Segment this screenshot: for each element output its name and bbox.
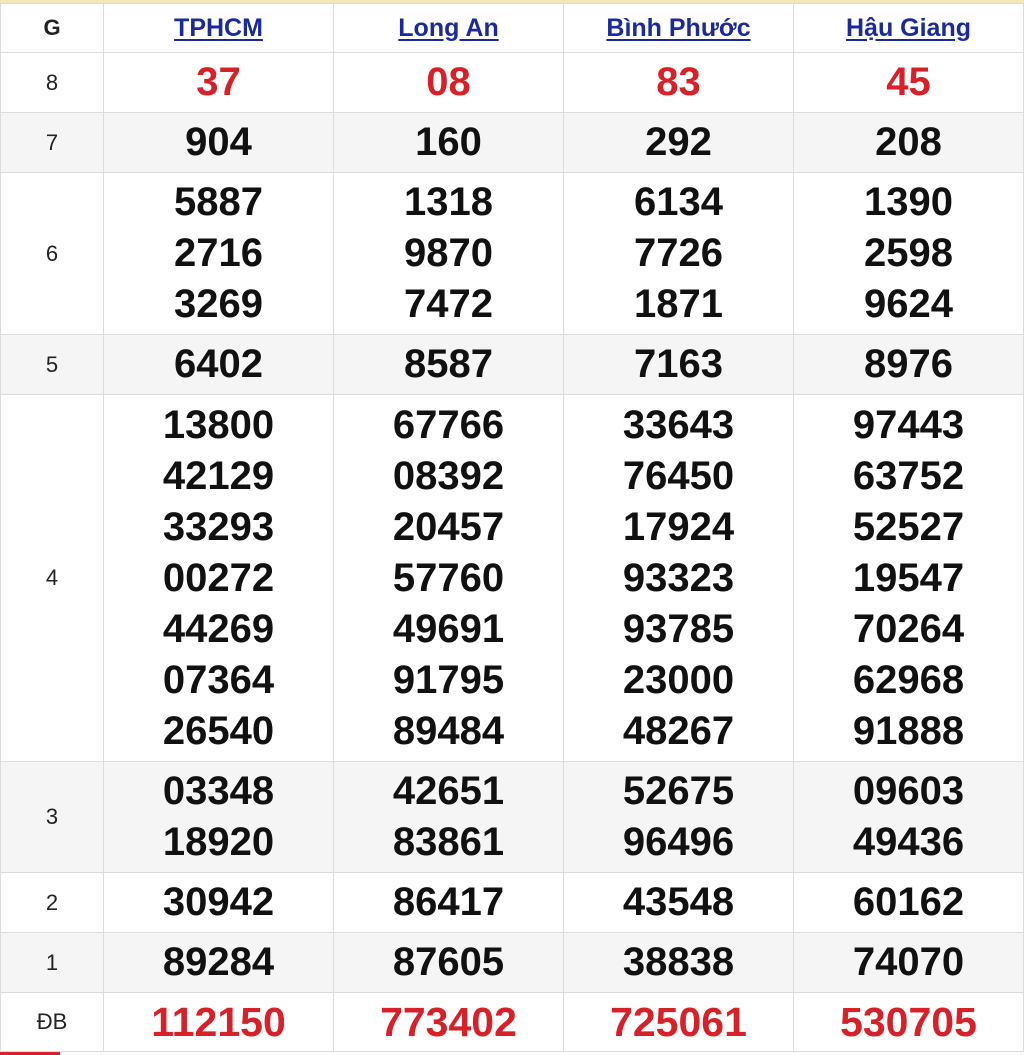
prize-cell [794,53,1024,113]
prize-cell [104,873,334,933]
prize-number: 67766 [392,402,505,447]
prize-cell [794,993,1024,1052]
prize-number: 08392 [392,453,505,498]
prize-number: 52527 [852,504,965,549]
province-header-hau-giang [794,4,1024,53]
prize-cell [334,53,564,113]
prize-number: 9624 [864,282,953,326]
province-link-tphcm[interactable]: TPHCM [174,13,263,42]
prize-cell [104,993,334,1052]
province-link-binh-phuoc[interactable]: Bình Phước [606,13,751,42]
prize-number: 97443 [852,402,965,447]
prize-number: 1871 [634,282,723,326]
prize-cell [564,873,794,933]
prize-row-g4 [1,395,1024,762]
prize-cell [334,113,564,173]
province-link-hau-giang[interactable]: Hậu Giang [845,13,971,42]
province-header-tphcm [104,4,334,53]
prize-label: 7 [1,113,104,173]
prize-label: 1 [1,933,104,993]
prize-number: 6134 [634,180,723,224]
prize-row-special [1,993,1024,1052]
prize-cell [564,53,794,113]
prize-number: 91888 [852,708,965,753]
lottery-results-table [0,3,1024,1052]
prize-number: 70264 [852,606,965,651]
prize-cell [104,395,334,762]
prize-cell [334,873,564,933]
prize-label: 4 [1,395,104,762]
prize-number: 89284 [162,940,275,984]
prize-number: 96496 [622,820,735,864]
prize-number: 83861 [392,820,505,864]
special-prize-number: 773402 [380,998,517,1045]
prize-number: 44269 [162,606,275,651]
prize-number: 17924 [622,504,735,549]
prize-number: 23000 [622,657,735,702]
prize-cell [564,993,794,1052]
prize-number: 8976 [864,342,953,386]
prize-row-g1 [1,933,1024,993]
prize-number: 38838 [622,940,735,984]
prize-cell [334,395,564,762]
prize-number: 18920 [162,820,275,864]
prize-cell [794,933,1024,993]
prize-cell [564,113,794,173]
prize-cell [334,933,564,993]
prize-number: 7726 [634,231,723,275]
prize-row-g7 [1,113,1024,173]
prize-cell [104,113,334,173]
prize-number: 57760 [392,555,505,600]
prize-cell [104,53,334,113]
prize-column-header: G [1,4,104,53]
prize-number: 89484 [392,708,505,753]
header-row [1,4,1024,53]
special-prize-number: 530705 [840,998,977,1045]
prize-number: 62968 [852,657,965,702]
prize-number: 37 [196,60,241,104]
prize-number: 160 [415,120,482,164]
prize-cell [564,335,794,395]
prize-row-g8 [1,53,1024,113]
prize-number: 904 [185,120,252,164]
prize-number: 13800 [162,402,275,447]
prize-number: 74070 [852,940,965,984]
prize-number: 49436 [852,820,965,864]
prize-label: 5 [1,335,104,395]
prize-number: 07364 [162,657,275,702]
prize-number: 49691 [392,606,505,651]
prize-number: 76450 [622,453,735,498]
prize-row-g2 [1,873,1024,933]
prize-number: 83 [656,60,701,104]
prize-number: 42129 [162,453,275,498]
prize-row-g5 [1,335,1024,395]
prize-label: 3 [1,762,104,873]
prize-number: 43548 [622,880,735,924]
prize-number: 5887 [174,180,263,224]
prize-row-g6 [1,173,1024,335]
prize-number: 3269 [174,282,263,326]
prize-cell [334,993,564,1052]
province-header-long-an [334,4,564,53]
prize-number: 42651 [392,769,505,813]
prize-cell [334,335,564,395]
prize-row-g3 [1,762,1024,873]
prize-cell [794,113,1024,173]
prize-cell [104,335,334,395]
special-prize-number: 725061 [610,998,747,1045]
prize-number: 20457 [392,504,505,549]
special-prize-number: 112150 [151,998,286,1045]
prize-cell [794,335,1024,395]
prize-cell [564,173,794,335]
prize-number: 91795 [392,657,505,702]
prize-cell [794,173,1024,335]
prize-number: 2598 [864,231,953,275]
province-link-long-an[interactable]: Long An [398,13,499,42]
prize-cell [334,762,564,873]
prize-number: 8587 [404,342,493,386]
prize-number: 60162 [852,880,965,924]
prize-number: 00272 [162,555,275,600]
prize-number: 09603 [852,769,965,813]
prize-number: 48267 [622,708,735,753]
prize-number: 9870 [404,231,493,275]
prize-label: 6 [1,173,104,335]
prize-number: 7472 [404,282,493,326]
prize-number: 08 [426,60,471,104]
prize-number: 30942 [162,880,275,924]
prize-number: 1318 [404,180,493,224]
prize-number: 93785 [622,606,735,651]
prize-label: 8 [1,53,104,113]
prize-number: 33293 [162,504,275,549]
prize-cell [104,173,334,335]
prize-number: 2716 [174,231,263,275]
prize-number: 33643 [622,402,735,447]
prize-cell [104,762,334,873]
prize-number: 86417 [392,880,505,924]
prize-cell [104,933,334,993]
prize-label: 2 [1,873,104,933]
prize-number: 03348 [162,769,275,813]
prize-number: 52675 [622,769,735,813]
prize-number: 292 [645,120,712,164]
province-header-binh-phuoc [564,4,794,53]
prize-number: 6402 [174,342,263,386]
prize-cell [794,762,1024,873]
prize-number: 19547 [852,555,965,600]
prize-label: ĐB [1,993,104,1052]
prize-number: 1390 [864,180,953,224]
prize-cell [564,933,794,993]
prize-cell [564,762,794,873]
prize-cell [564,395,794,762]
prize-number: 63752 [852,453,965,498]
prize-cell [794,873,1024,933]
prize-number: 45 [886,60,931,104]
prize-number: 93323 [622,555,735,600]
prize-cell [794,395,1024,762]
prize-cell [334,173,564,335]
prize-number: 7163 [634,342,723,386]
prize-number: 26540 [162,708,275,753]
prize-number: 208 [875,120,942,164]
prize-number: 87605 [392,940,505,984]
